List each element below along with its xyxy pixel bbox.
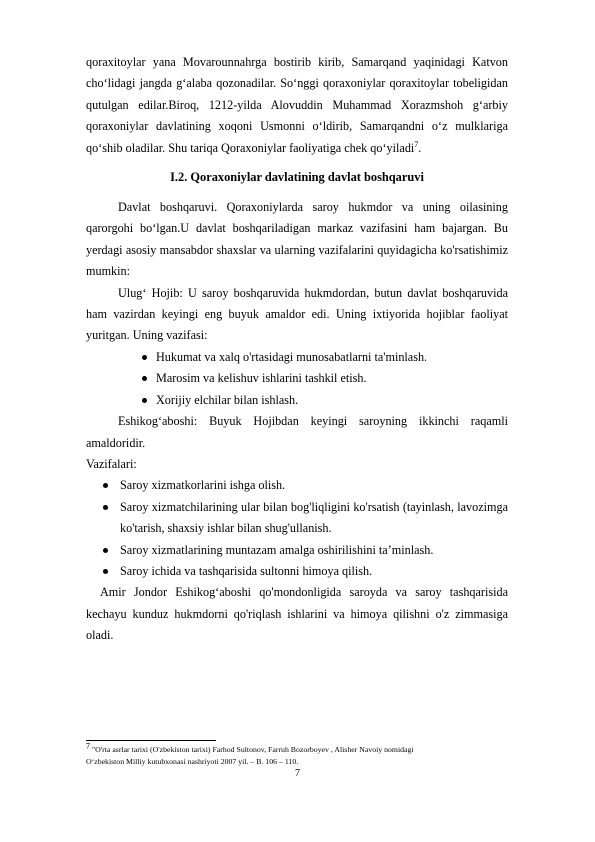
bullet-icon: [142, 376, 147, 381]
list-item: Marosim va kelishuv ishlarini tashkil etish.: [86, 368, 508, 389]
list-item: Saroy xizmatchilarining ular bilan bog'liqligini ko'rsatish (tayinlash, lavozimga ko'tarish, shaxsiy ishlar bilan shug'ullanish.: [86, 497, 508, 540]
bullet-icon: [103, 548, 108, 553]
paragraph-eshikogaboshi: Eshikog‘aboshi: Buyuk Hojibdan keyingi saroyning ikkinchi raqamli amaldoridir.: [86, 414, 508, 450]
list-item: Saroy xizmatlarining muntazam amalga oshirilishini ta’minlash.: [86, 540, 508, 561]
footnote-line-1: $^7$ "O'rta asrlar tarixi (O'zbekiston tarixi) Farhod Sultonov, Farruh Bozorboyev , Alisher Navoiy nomidagi: [86, 741, 414, 754]
page-number: 7: [295, 768, 300, 779]
vazifalari-label: Vazifalari:: [86, 456, 137, 471]
paragraph-ulug-hojib: Ulug‘ Hojib: U saroy boshqaruvida hukmdordan, butun davlat boshqaruvida ham vazirdan keyingi eng buyuk amaldor edi. Uning ixtiyorida hojiblar faoliyat yuritgan. Uning vazifasi:: [86, 285, 508, 343]
bullet-icon: [103, 483, 108, 488]
paragraph-intro: [86, 52, 508, 159]
footnote-line-2: O‘zbekiston Milliy kutubxonasi nashriyoti 2007 yil. – B. 106 – 110.: [86, 756, 299, 766]
bullet-icon: [103, 505, 108, 510]
list-item: Saroy ichida va tashqarisida sultonni himoya qilish.: [86, 561, 508, 582]
list-item: Saroy xizmatkorlarini ishga olish.: [86, 475, 508, 496]
paragraph-intro-text: qoraxitoylar yana Movarounnahrga bostirib kirib, Samarqand yaqinidagi Katvon cho‘lidagi jangda g‘alaba qozonadilar. So‘nggi qoraxoniylar qoraxitoylar tobeligidan qutulgan edilar.Biroq, 1212-yilda Alovuddin Muhammad Xorazmshoh g‘arbiy qoraxoniylar davlatining xoqoni Usmonni o‘ldirib, Samarqandni o‘z mulklariga qo‘shib oladilar. Shu tariqa Qoraxoniylar faoliyatiga chek qo‘yiladi: [86, 55, 508, 155]
paragraph-amir-jondor: Amir Jondor Eshikog‘aboshi qo'mondonligida saroyda va saroy tashqarisida kechayu kunduz hukmdorni qo'riqlash ishlarini va himoya qilishni o'z zimmasiga oladi.: [86, 585, 508, 643]
bullet-icon: [103, 569, 108, 574]
footnote: [86, 741, 526, 767]
eshikogaboshi-duties-list: [86, 475, 508, 582]
section-heading: I.2. Qoraxoniylar davlatining davlat boshqaruvi: [170, 170, 424, 185]
paragraph-davlat-boshqaruvi: Davlat boshqaruvi. Qoraxoniylarda saroy hukmdor va uning oilasining qarorgohi bo‘lgan.U davlat boshqariladigan markaz vazifasini ham bajargan. Bu yerdagi asosiy mansabdor shaxslar va ularning vazifalarini quyidagicha ko'rsatishimiz mumkin:: [86, 200, 508, 279]
hojib-duties-list: [86, 347, 508, 411]
list-item: Hukumat va xalq o'rtasidagi munosabatlarni ta'minlash.: [86, 347, 508, 368]
footnote-mark: 7: [86, 741, 90, 751]
page-body: [86, 52, 508, 647]
list-item: Xorijiy elchilar bilan ishlash.: [86, 390, 508, 411]
paragraph-intro-end: .: [418, 140, 422, 155]
footnote-ref[interactable]: 7: [414, 139, 419, 149]
bullet-icon: [142, 355, 147, 360]
bullet-icon: [142, 398, 147, 403]
footnote-divider: [86, 740, 216, 741]
